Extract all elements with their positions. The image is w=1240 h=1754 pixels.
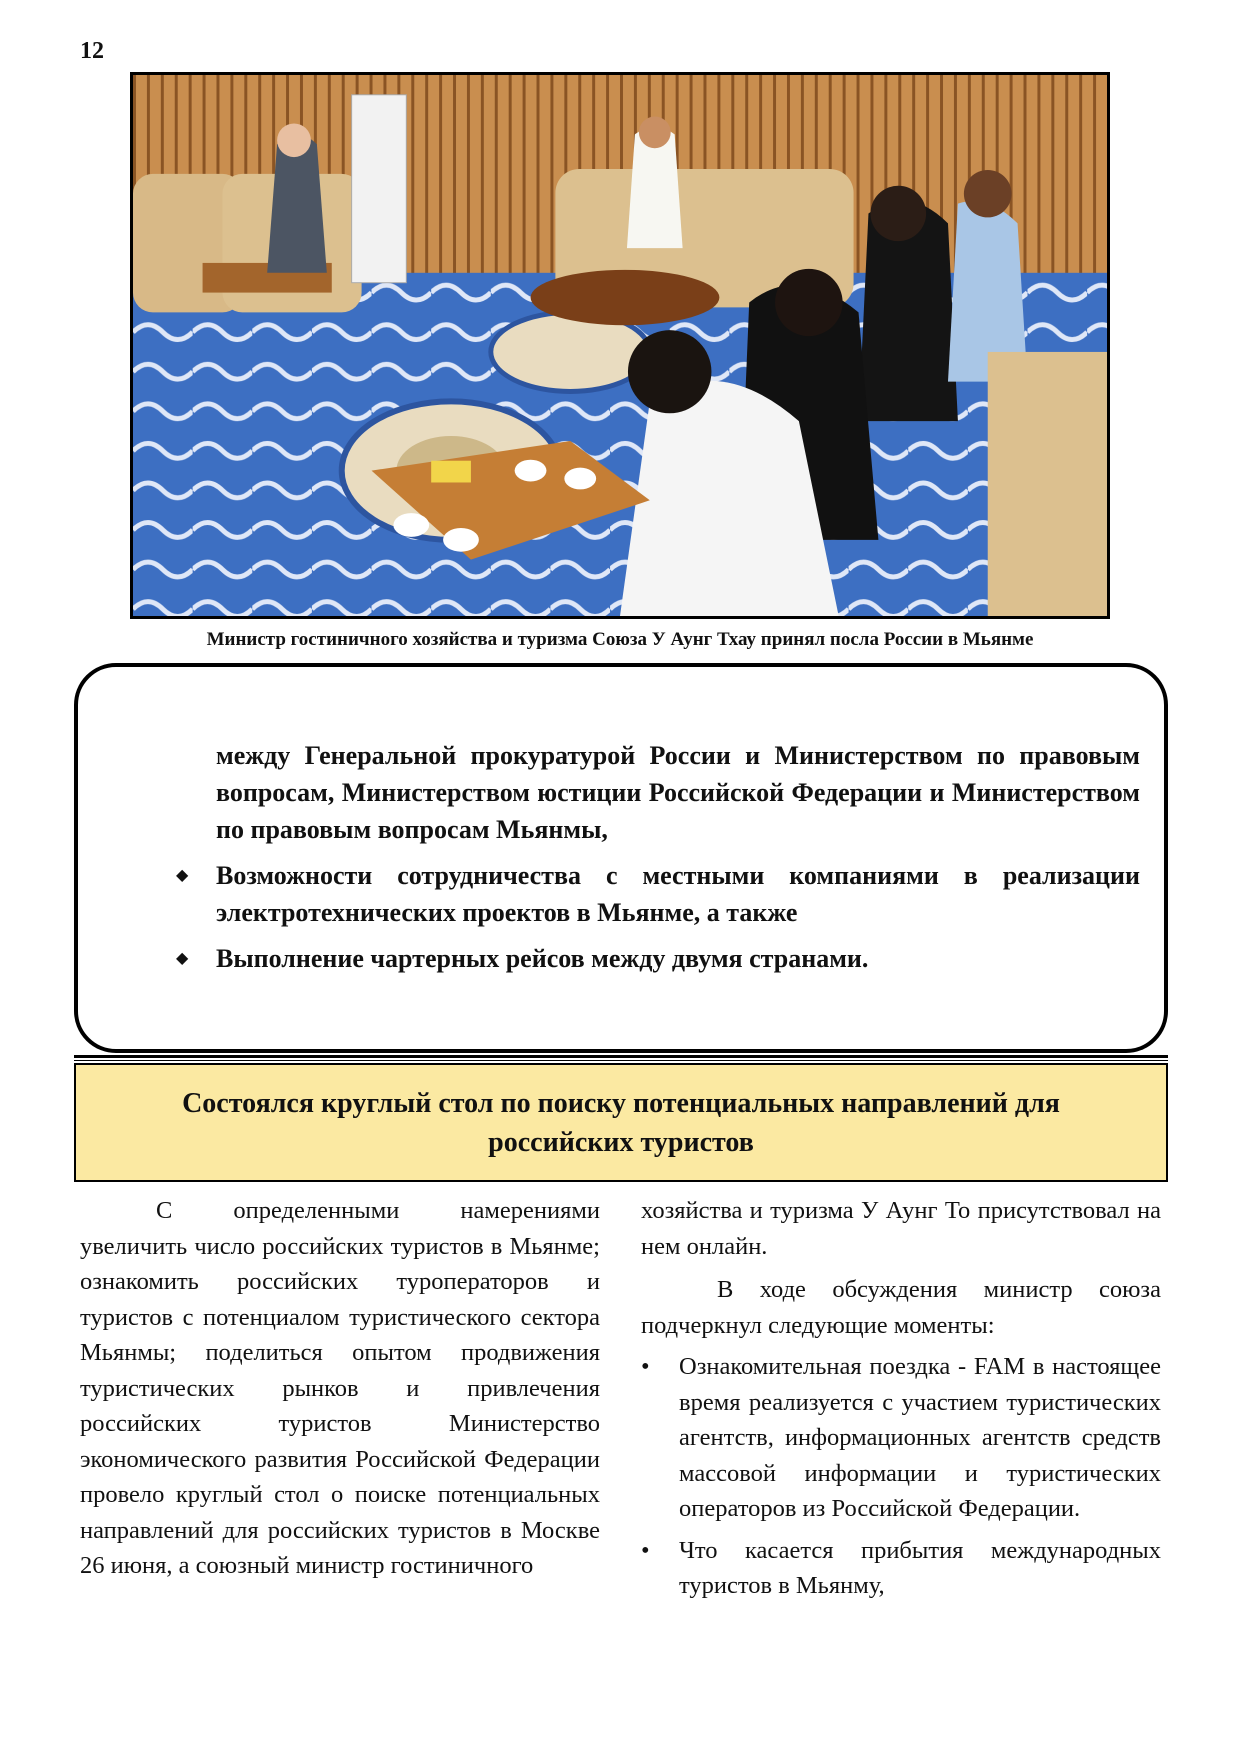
- divider-thick: [74, 1055, 1168, 1058]
- photo-caption: Министр гостиничного хозяйства и туризма Союза У Аунг Тхау принял посла России в Мьянме: [206, 629, 1034, 650]
- article-left-column: [80, 1193, 600, 1584]
- list-item: • Ознакомительная поездка - FAM в настоящее время реализуется с участием туристических агентств, информационных агентств средств массовой информации и туристических операторов из Российской Федерации.: [641, 1349, 1161, 1527]
- article-paragraph: В ходе обсуждения министр союза подчеркнул следующие моменты:: [641, 1276, 1161, 1339]
- diamond-bullet-icon: ◆: [176, 867, 189, 884]
- box-bullet-item: ◆ Выполнение чартерных рейсов между двумя странами.: [216, 940, 1140, 977]
- bullet-dot-icon: •: [641, 1536, 650, 1564]
- article-heading: Состоялся круглый стол по поиску потенциальных направлений для российских туристов: [182, 1087, 1060, 1158]
- page-number: 12: [80, 38, 104, 64]
- bulleted-box: [74, 663, 1168, 1053]
- bullet-dot-icon: •: [641, 1353, 650, 1380]
- article-right-column: [641, 1193, 1161, 1610]
- diamond-bullet-icon: ◆: [176, 950, 189, 967]
- meeting-photo: [130, 72, 1110, 619]
- article-paragraph: хозяйства и туризма У Аунг То присутствовал на нем онлайн.: [641, 1197, 1161, 1260]
- box-bullet-item: ◆ Возможности сотрудничества с местными компаниями в реализации электротехнических проектов в Мьянме, а также: [216, 857, 1140, 931]
- box-continuation-text: между Генеральной прокуратурой России и Министерством по правовым вопросам, Министерством юстиции Российской Федерации и Министерством по правовым вопросам Мьянмы,: [216, 741, 1140, 844]
- list-item: • Что касается прибытия международных туристов в Мьянму,: [641, 1533, 1161, 1604]
- article-heading-box: [74, 1063, 1168, 1182]
- article-paragraph: С определенными намерениями увеличить число российских туристов в Мьянме; ознакомить российских туроператоров и туристов с потенциалом туристического сектора Мьянмы; поделиться опытом продвижения туристических рынков и привлечения российских туристов Министерство экономического развития Российской Федерации провело круглый стол о поиске потенциальных направлений для российских туристов в Москве 26 июня, а союзный министр гостиничного: [80, 1197, 600, 1579]
- divider-thin: [74, 1060, 1168, 1061]
- article-bullet-list: [641, 1349, 1161, 1604]
